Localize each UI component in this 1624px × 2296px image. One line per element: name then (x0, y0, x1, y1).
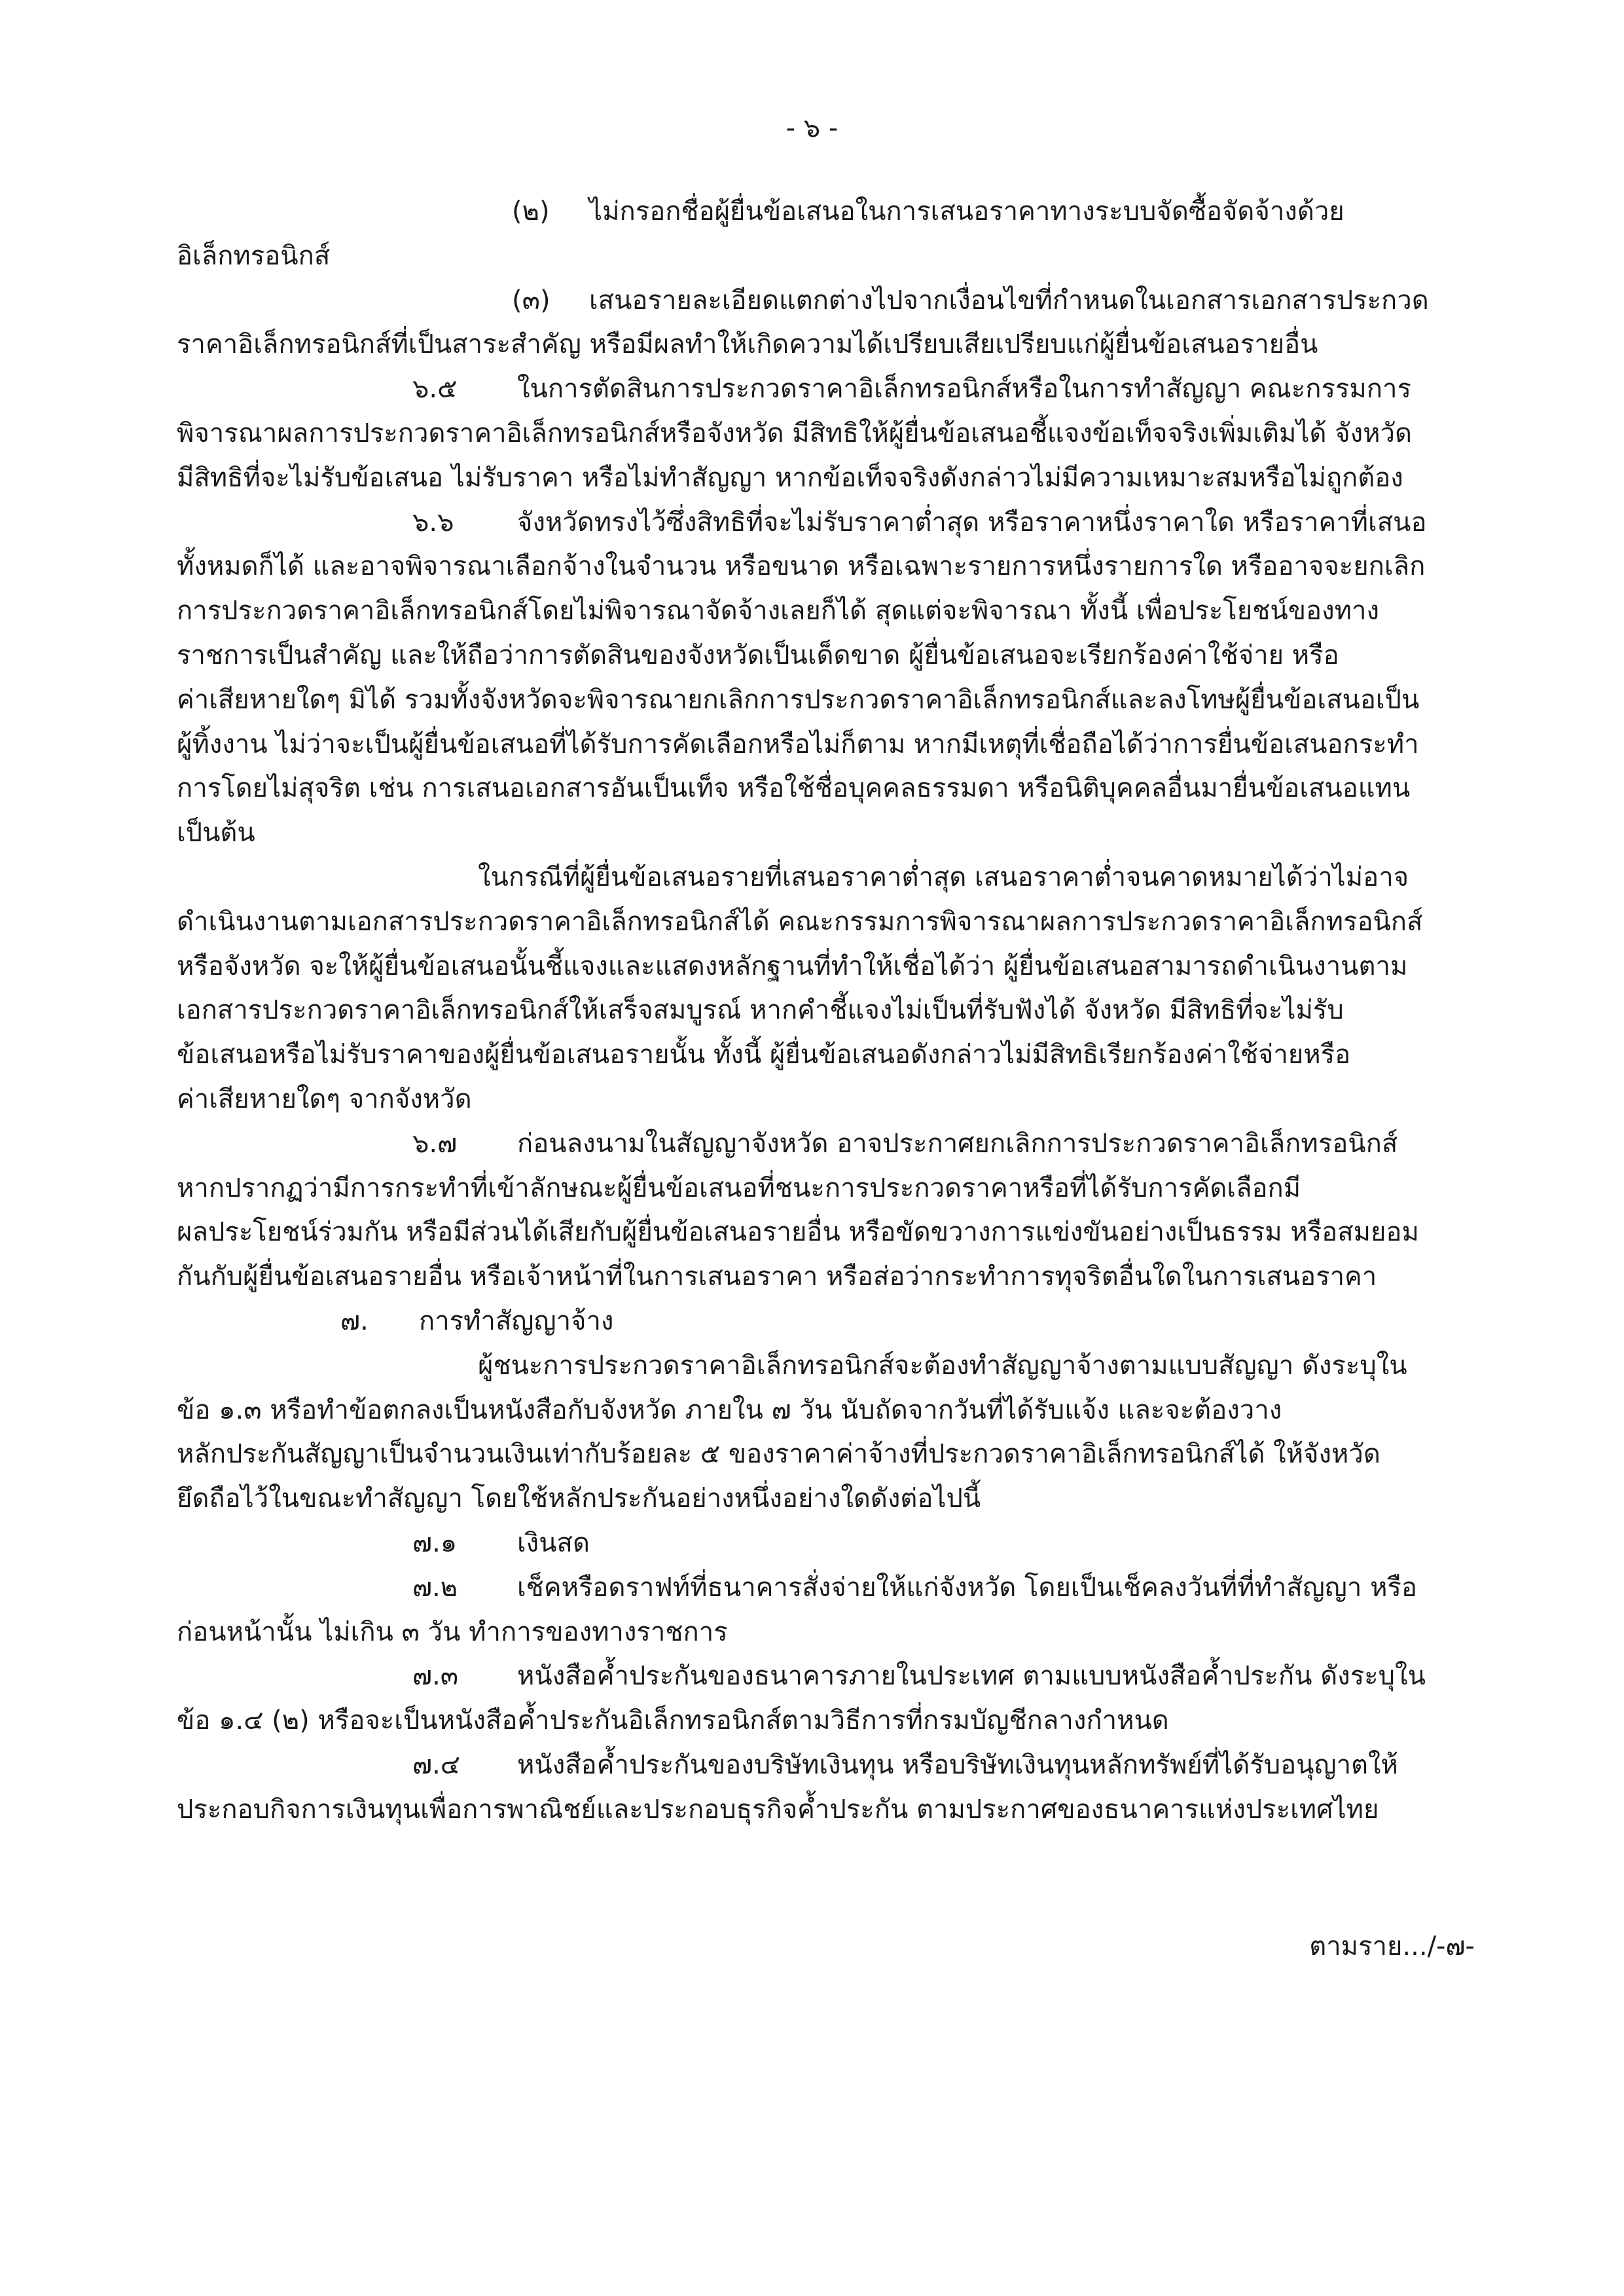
line-text: กันกับผู้ยื่นข้อเสนอรายอื่น หรือเจ้าหน้าที่ในการเสนอราคา หรือส่อว่ากระทำการทุจริตอื่นใดในการเสนอราคา (177, 1262, 1377, 1292)
line-text: ดำเนินงานตามเอกสารประกวดราคาอิเล็กทรอนิกส์ได้ คณะกรรมการพิจารณาผลการประกวดราคาอิเล็กทรอนิกส์ (177, 906, 1423, 937)
line-text: หลักประกันสัญญาเป็นจำนวนเงินเท่ากับร้อยละ ๕ ของราคาค่าจ้างที่ประกวดราคาอิเล็กทรอนิกส์ได้ ให้จังหวัด (177, 1439, 1380, 1470)
clause-number: ๗.๑ (412, 1527, 458, 1558)
line-text: อิเล็กทรอนิกส์ (177, 240, 331, 271)
line-text: มีสิทธิที่จะไม่รับข้อเสนอ ไม่รับราคา หรือไม่ทำสัญญา หากข้อเท็จจริงดังกล่าวไม่มีความเหมาะสมหรือไม่ถูกต้อง (177, 462, 1403, 493)
line-text: ผลประโยชน์ร่วมกัน หรือมีส่วนได้เสียกับผู้ยื่นข้อเสนอรายอื่น หรือขัดขวางการแข่งขันอย่างเป็นธรรม หรือสมยอม (177, 1217, 1419, 1248)
page-number: - ๖ - (785, 113, 839, 143)
text-line (0, 1432, 1624, 1477)
text-line (0, 367, 1624, 412)
text-line (0, 811, 1624, 856)
text-line (0, 1033, 1624, 1078)
text-line (0, 856, 1624, 900)
text-line (0, 1211, 1624, 1255)
line-text: ก่อนหน้านั้น ไม่เกิน ๓ วัน ทำการของทางราชการ (177, 1616, 728, 1647)
clause-number: (๒) (512, 196, 550, 227)
line-text: ค่าเสียหายใดๆ มิได้ รวมทั้งจังหวัดจะพิจารณายกเลิกการประกวดราคาอิเล็กทรอนิกส์และลงโทษผู้ยื่นข้อเสนอเป็น (177, 684, 1420, 715)
line-text: เช็คหรือดราฟท์ที่ธนาคารสั่งจ่ายให้แก่จังหวัด โดยเป็นเช็คลงวันที่ที่ทำสัญญา หรือ (517, 1572, 1417, 1603)
line-text: ก่อนลงนามในสัญญาจังหวัด อาจประกาศยกเลิกการประกวดราคาอิเล็กทรอนิกส์ (517, 1128, 1398, 1159)
text-line (0, 767, 1624, 811)
text-line (0, 1743, 1624, 1788)
clause-number: ๗.๓ (412, 1661, 459, 1692)
text-line (0, 1477, 1624, 1522)
text-line (0, 1566, 1624, 1611)
text-line (0, 1788, 1624, 1832)
line-text: ข้อ ๑.๔ (๒) หรือจะเป็นหนังสือค้ำประกันอิเล็กทรอนิกส์ตามวิธีการที่กรมบัญชีกลางกำหนด (177, 1705, 1169, 1736)
line-text: ผู้ทิ้งงาน ไม่ว่าจะเป็นผู้ยื่นข้อเสนอที่ได้รับการคัดเลือกหรือไม่ก็ตาม หากมีเหตุที่เชื่อถือได้ว่าการยื่นข้อเสนอกระทำ (177, 729, 1419, 759)
line-text: ในกรณีที่ผู้ยื่นข้อเสนอรายที่เสนอราคาต่ำสุด เสนอราคาต่ำจนคาดหมายได้ว่าไม่อาจ (478, 862, 1409, 892)
text-line (0, 545, 1624, 589)
next-page-reference: ตามราย.../-๗- (1309, 1931, 1475, 1961)
text-line (0, 1255, 1624, 1300)
text-line (0, 279, 1624, 323)
clause-number: (๓) (512, 285, 550, 316)
text-line (0, 1699, 1624, 1743)
line-text: ประกอบกิจการเงินทุนเพื่อการพาณิชย์และประกอบธุรกิจค้ำประกัน ตามประกาศของธนาคารแห่งประเทศไทย (177, 1794, 1379, 1825)
line-text: ทั้งหมดก็ได้ และอาจพิจารณาเลือกจ้างในจำนวน หรือขนาด หรือเฉพาะรายการหนึ่งรายการใด หรืออาจจะยกเลิก (177, 551, 1426, 582)
clause-number: ๗.๔ (412, 1749, 461, 1780)
text-line (0, 589, 1624, 634)
text-line (0, 1167, 1624, 1211)
line-text: พิจารณาผลการประกวดราคาอิเล็กทรอนิกส์หรือจังหวัด มีสิทธิให้ผู้ยื่นข้อเสนอชี้แจงข้อเท็จจริงเพิ่มเติมได้ จังหวัด (177, 418, 1412, 448)
text-line (0, 1389, 1624, 1433)
line-text: ข้อ ๑.๓ หรือทำข้อตกลงเป็นหนังสือกับจังหวัด ภายใน ๗ วัน นับถัดจากวันที่ได้รับแจ้ง และจะต้องวาง (177, 1394, 1282, 1425)
text-line (0, 190, 1624, 234)
text-line (0, 945, 1624, 989)
text-line (0, 1300, 1624, 1344)
line-text: หรือจังหวัด จะให้ผู้ยื่นข้อเสนอนั้นชี้แจงและแสดงหลักฐานที่ทำให้เชื่อได้ว่า ผู้ยื่นข้อเสนอสามารถดำเนินงานตาม (177, 951, 1408, 981)
text-line (0, 1122, 1624, 1167)
text-line (0, 1522, 1624, 1566)
clause-number: ๖.๕ (412, 374, 458, 405)
line-text: เป็นต้น (177, 818, 255, 848)
line-text: ค่าเสียหายใดๆ จากจังหวัด (177, 1084, 472, 1114)
line-text: เอกสารประกวดราคาอิเล็กทรอนิกส์ให้เสร็จสมบูรณ์ หากคำชี้แจงไม่เป็นที่รับฟังได้ จังหวัด มีสิทธิที่จะไม่รับ (177, 995, 1344, 1026)
line-text: ผู้ชนะการประกวดราคาอิเล็กทรอนิกส์จะต้องทำสัญญาจ้างตามแบบสัญญา ดังระบุใน (478, 1350, 1407, 1381)
line-text: การทำสัญญาจ้าง (419, 1305, 614, 1336)
text-line (0, 723, 1624, 767)
text-line (0, 323, 1624, 367)
line-text: เงินสด (517, 1527, 590, 1558)
text-line (0, 501, 1624, 545)
text-line (0, 412, 1624, 456)
text-line (0, 1654, 1624, 1699)
text-line (0, 456, 1624, 501)
line-text: ยึดถือไว้ในขณะทำสัญญา โดยใช้หลักประกันอย่างหนึ่งอย่างใดดังต่อไปนี้ (177, 1484, 981, 1514)
clause-number: ๖.๗ (412, 1128, 458, 1159)
line-text: หนังสือค้ำประกันของธนาคารภายในประเทศ ตามแบบหนังสือค้ำประกัน ดังระบุใน (517, 1661, 1426, 1692)
line-text: ในการตัดสินการประกวดราคาอิเล็กทรอนิกส์หรือในการทำสัญญา คณะกรรมการ (517, 374, 1411, 405)
line-text: ราชการเป็นสำคัญ และให้ถือว่าการตัดสินของจังหวัดเป็นเด็ดขาด ผู้ยื่นข้อเสนอจะเรียกร้องค่าใช้จ่าย หรือ (177, 640, 1339, 670)
text-line (0, 678, 1624, 723)
text-line (0, 989, 1624, 1033)
clause-number: ๗.๒ (412, 1572, 458, 1603)
line-text: ไม่กรอกชื่อผู้ยื่นข้อเสนอในการเสนอราคาทางระบบจัดซื้อจัดจ้างด้วย (589, 196, 1344, 227)
line-text: จังหวัดทรงไว้ซึ่งสิทธิที่จะไม่รับราคาต่ำสุด หรือราคาหนึ่งราคาใด หรือราคาที่เสนอ (517, 507, 1427, 538)
line-text: การประกวดราคาอิเล็กทรอนิกส์โดยไม่พิจารณาจัดจ้างเลยก็ได้ สุดแต่จะพิจารณา ทั้งนี้ เพื่อประโยชน์ของทาง (177, 596, 1379, 627)
body-text (0, 190, 1624, 1832)
line-text: เสนอรายละเอียดแตกต่างไปจากเงื่อนไขที่กำหนดในเอกสารเอกสารประกวด (589, 285, 1429, 316)
text-line (0, 1078, 1624, 1122)
text-line (0, 234, 1624, 279)
text-line (0, 1611, 1624, 1655)
line-text: ราคาอิเล็กทรอนิกส์ที่เป็นสาระสำคัญ หรือมีผลทำให้เกิดความได้เปรียบเสียเปรียบแก่ผู้ยื่นข้อเสนอรายอื่น (177, 329, 1318, 360)
text-line (0, 634, 1624, 678)
text-line (0, 1344, 1624, 1389)
line-text: ข้อเสนอหรือไม่รับราคาของผู้ยื่นข้อเสนอรายนั้น ทั้งนี้ ผู้ยื่นข้อเสนอดังกล่าวไม่มีสิทธิเรียกร้องค่าใช้จ่ายหรือ (177, 1040, 1351, 1070)
line-text: การโดยไม่สุจริต เช่น การเสนอเอกสารอันเป็นเท็จ หรือใช้ชื่อบุคคลธรรมดา หรือนิติบุคคลอื่นมายื่นข้อเสนอแทน (177, 773, 1411, 804)
line-text: หากปรากฏว่ามีการกระทำที่เข้าลักษณะผู้ยื่นข้อเสนอที่ชนะการประกวดราคาหรือที่ได้รับการคัดเลือกมี (177, 1173, 1301, 1203)
clause-number: ๗. (340, 1305, 369, 1336)
clause-number: ๖.๖ (412, 507, 454, 538)
line-text: หนังสือค้ำประกันของบริษัทเงินทุน หรือบริษัทเงินทุนหลักทรัพย์ที่ได้รับอนุญาตให้ (517, 1749, 1398, 1780)
text-line (0, 900, 1624, 945)
